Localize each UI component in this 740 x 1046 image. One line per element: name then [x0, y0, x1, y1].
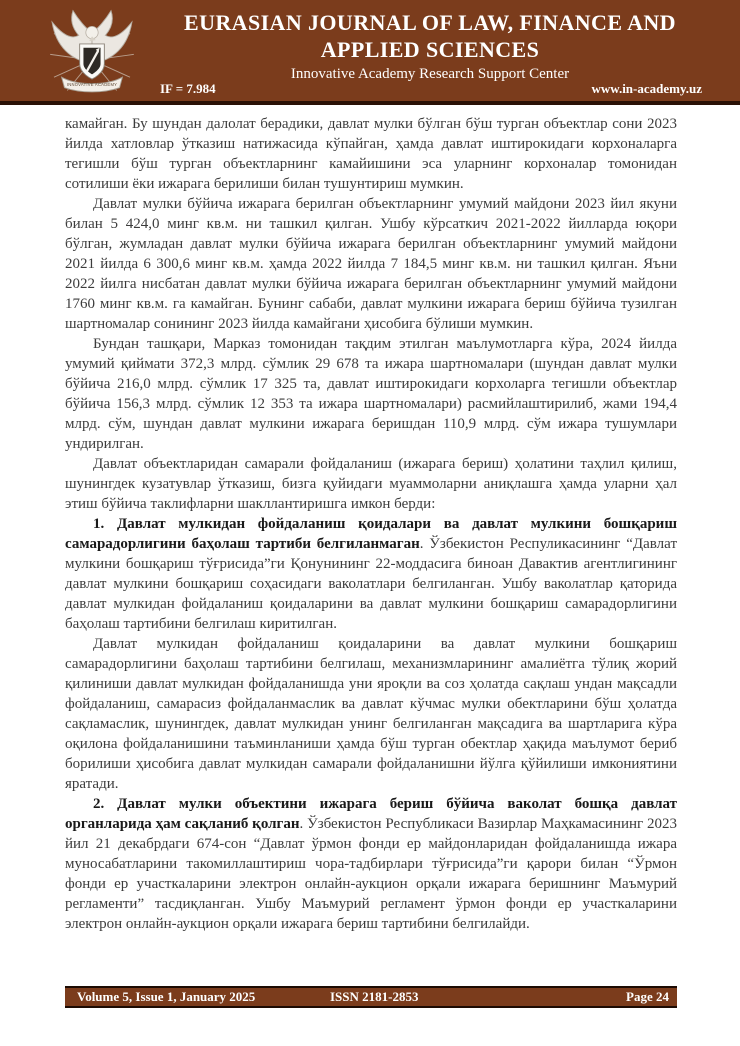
paragraph-text: Бундан ташқари, Марказ томонидан тақдим этилган маълумотларга кўра, 2024 йилда умумий қиймати 372,3 млрд. сўмлик 29 678 та ижара шартномалари (шундан давлат мулки бўйича 216,0 млрд. сўмлик 17 325 та, давлат иштирокидаги корхоларга тегишли объектлар бўйича 156,3 млрд. сўмлик 12 353 та ижара шартномалари) расмийлаштирилиб, жами 194,4 млрд. сўм, шундан давлат мулкини ижарага беришдан 110,9 млрд. сўм ижара тушумлари ундирилган.: [65, 336, 677, 452]
footer-bar: [65, 986, 677, 1008]
article-paragraph: [65, 514, 677, 634]
paragraph-text: камайган. Бу шундан далолат берадики, давлат мулки бўлган бўш турган объектлар сони 2023 йилда хатловлар ўтказиш натижасида кўпайган, ҳамда давлат иштирокидаги корхоналарга тегишли бўш турган объектларнинг камайишини эса уларнинг корхоналар томонидан сотилиши ёки ижарага берилиши билан тушунтириш мумкин.: [65, 116, 677, 192]
article-paragraph: [65, 634, 677, 794]
footer-issn: ISSN 2181-2853: [330, 989, 419, 1004]
journal-website-link[interactable]: www.in-academy.uz: [591, 81, 702, 96]
journal-title-line1: EURASIAN JOURNAL OF LAW, FINANCE AND: [184, 10, 676, 35]
journal-title: [150, 9, 710, 63]
paragraph-text: Давлат мулки бўйича ижарага берилган объектларнинг умумий майдони 2023 йил якуни билан 5 424,0 минг кв.м. ни ташкил қилган. Ушбу кўрсаткич 2021-2022 йилларда юқори бўлган, жумладан давлат мулки бўйича ижарага берилган объектларнинг умумий майдони 2021 йилда 6 300,6 минг кв.м. ҳамда 2022 йилда 7 184,5 минг кв.м. ни ташкил қилган. Яъни 2022 йилга нисбатан давлат мулки бўйича ижарага берилган объектларнинг умумий майдони 1760 минг кв.м. га камайган. Бунинг сабаби, давлат мулкини ижарага бериш бўйича тузилган шартномалар сонининг 2023 йилда камайгани ҳисобига бўлиши мумкин.: [65, 196, 677, 332]
paragraph-text: Давлат объектларидан самарали фойдаланиш (ижарага бериш) ҳолатини таҳлил қилиш, шунингдек кузатувлар ўтказиш, бизга қуйидаги муаммоларни аниқлашга ҳамда уларни ҳал этиш бўйича таклифларни шакллантиришга имкон берди:: [65, 456, 677, 512]
journal-subtitle: Innovative Academy Research Support Center: [290, 66, 570, 82]
footer-page-number: Page 24: [626, 989, 669, 1004]
paragraph-text: . Ўзбекистон Респуликасининг “Давлат мулкини бошқариш тўғрисида”ги Қонунининг 22-моддасига биноан Давактив агентлигининг давлат мулкини бошқариш соҳасидаги ваколатлари белгиланган. Ушбу ваколатлар қаторида давлат мулкидан фойдаланиш қоидаларини ва давлат мулкини бошқариш самарадорлигини баҳолаш тартибини белгилаш киритилган.: [65, 536, 677, 632]
journal-header-band: [0, 0, 740, 105]
article-body: [0, 105, 740, 934]
paragraph-bold-lead: 2. Давлат мулки объектини ижарага бериш бўйича ваколат бошқа давлат органларида ҳам сақланиб қолган: [65, 796, 677, 832]
article-paragraph: [65, 334, 677, 454]
article-paragraph: [65, 114, 677, 194]
impact-factor-label: IF = 7.984: [160, 81, 216, 96]
article-paragraph: [65, 794, 677, 934]
eagle-logo-icon: [44, 5, 140, 100]
paragraph-text: . Ўзбекистон Республикаси Вазирлар Маҳкамасининг 2023 йил 21 декабрдаги 674-сон “Давлат ўрмон фонди ер майдонларидан фойдаланишда ижара муносабатларини такомиллаштириш чора-тадбирлари тўғрисида”ги қарори билан “Ўрмон фонди ер участкаларини электрон онлайн-аукцион орқали ижарага беришнинг Маъмурий регламенти” тасдиқланган. Ушбу Маъмурий регламент ўрмон фонди ер участкаларини электрон онлайн-аукцион орқали ижарага бериш тартибини белгилайди.: [65, 816, 677, 932]
article-paragraph: [65, 194, 677, 334]
paragraph-text: Давлат мулкидан фойдаланиш қоидаларини ва давлат мулкини бошқариш самарадорлигини баҳолаш тартибини белгилаш, механизмларининг амалиётга тўлиқ жорий қилиниши давлат мулкидан фойдаланишда уни яроқли ва соз ҳолатда сақлаш ундан мақсадли фойдаланиш, самарасиз фойдаланмаслик ва давлат кўчмас мулки обектларини бўш ҳолатда сақламаслик, шунингдек, давлат мулкидан унинг белгиланган мақсадига ва шартларига кўра оқилона фойдаланишини таъминланиши ҳамда бўш турган обектлар ҳақида маълумот бериб борилиши ҳисобига давлат мулкидан самарали фойдаланишни йўлга қўйилиши имкониятини яратади.: [65, 636, 677, 792]
logo-banner-text: INNOVATIVE ACADEMY: [66, 82, 118, 88]
paragraph-bold-lead: 1. Давлат мулкидан фойдаланиш қоидалари ва давлат мулкини бошқариш самарадорлигини баҳолаш тартиби белгиланмаган: [65, 516, 677, 552]
footer-volume-issue: Volume 5, Issue 1, January 2025: [77, 989, 256, 1004]
article-paragraph: [65, 454, 677, 514]
journal-title-line2: APPLIED SCIENCES: [320, 37, 540, 62]
